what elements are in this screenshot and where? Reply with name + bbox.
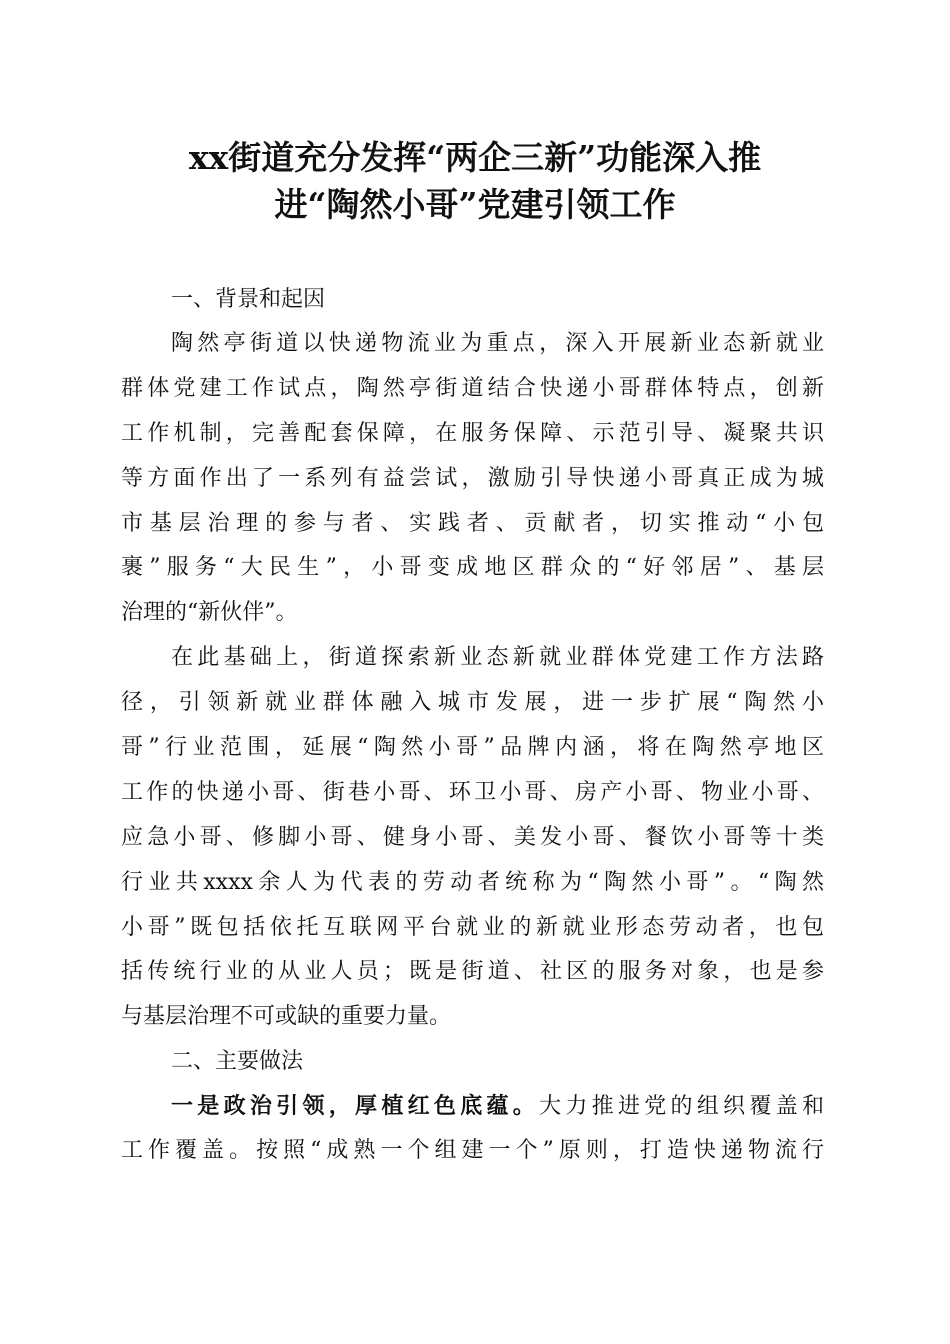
paragraph-line: 群体党建工作试点，陶然亭街道结合快递小哥群体特点，创新 [121,375,824,401]
section-heading-background: 一、背景和起因 [171,287,326,312]
title-line-2: 进“陶然小哥”党建引领工作 [274,185,676,224]
paragraph-line: 裹”服务“大民生”，小哥变成地区群众的“好邻居”、基层 [121,555,824,581]
paragraph-line: 工作的快递小哥、街巷小哥、环卫小哥、房产小哥、物业小哥、 [121,779,824,805]
paragraph-background [121,322,824,636]
section-heading-methods: 二、主要做法 [171,1049,304,1075]
document-body [121,278,824,1174]
paragraph-line: 径，引领新就业群体融入城市发展，进一步扩展“陶然小 [121,690,824,716]
paragraph-line: 小哥”既包括依托互联网平台就业的新就业形态劳动者，也包 [121,914,824,940]
document-title [100,134,850,228]
paragraph-political-leadership [121,1084,824,1174]
paragraph-line: 治理的“新伙伴”。 [121,600,298,626]
paragraph-line: 与基层治理不可或缺的重要力量。 [121,1004,452,1030]
paragraph-lead-phrase: 一是政治引领，厚植红色底蕴。 [171,1093,540,1120]
paragraph-expansion [121,636,824,1040]
paragraph-line: 工作机制，完善配套保障，在服务保障、示范引导、凝聚共识 [121,420,824,446]
paragraph-line: 哥”行业范围，延展“陶然小哥”品牌内涵，将在陶然亭地区 [121,735,824,761]
paragraph-line: 行业共xxxx余人为代表的劳动者统称为“陶然小哥”。“陶然 [121,869,824,895]
paragraph-line [121,1084,824,1129]
title-line-1: xx街道充分发挥“两企三新”功能深入推 [188,138,762,177]
paragraph-line: 应急小哥、修脚小哥、健身小哥、美发小哥、餐饮小哥等十类 [121,824,824,850]
paragraph-line: 陶然亭街道以快递物流业为重点，深入开展新业态新就业 [171,331,824,356]
paragraph-line: 等方面作出了一系列有益尝试，激励引导快递小哥真正成为城 [121,465,824,491]
paragraph-line-rest: 大力推进党的组织覆盖和 [539,1094,824,1120]
paragraph-line: 括传统行业的从业人员；既是街道、社区的服务对象，也是参 [121,959,824,985]
paragraph-line: 工作覆盖。按照“成熟一个组建一个”原则，打造快递物流行 [121,1138,824,1164]
paragraph-line: 市基层治理的参与者、实践者、贡献者，切实推动“小包 [121,510,824,536]
paragraph-line: 在此基础上，街道探索新业态新就业群体党建工作方法路 [171,645,824,671]
